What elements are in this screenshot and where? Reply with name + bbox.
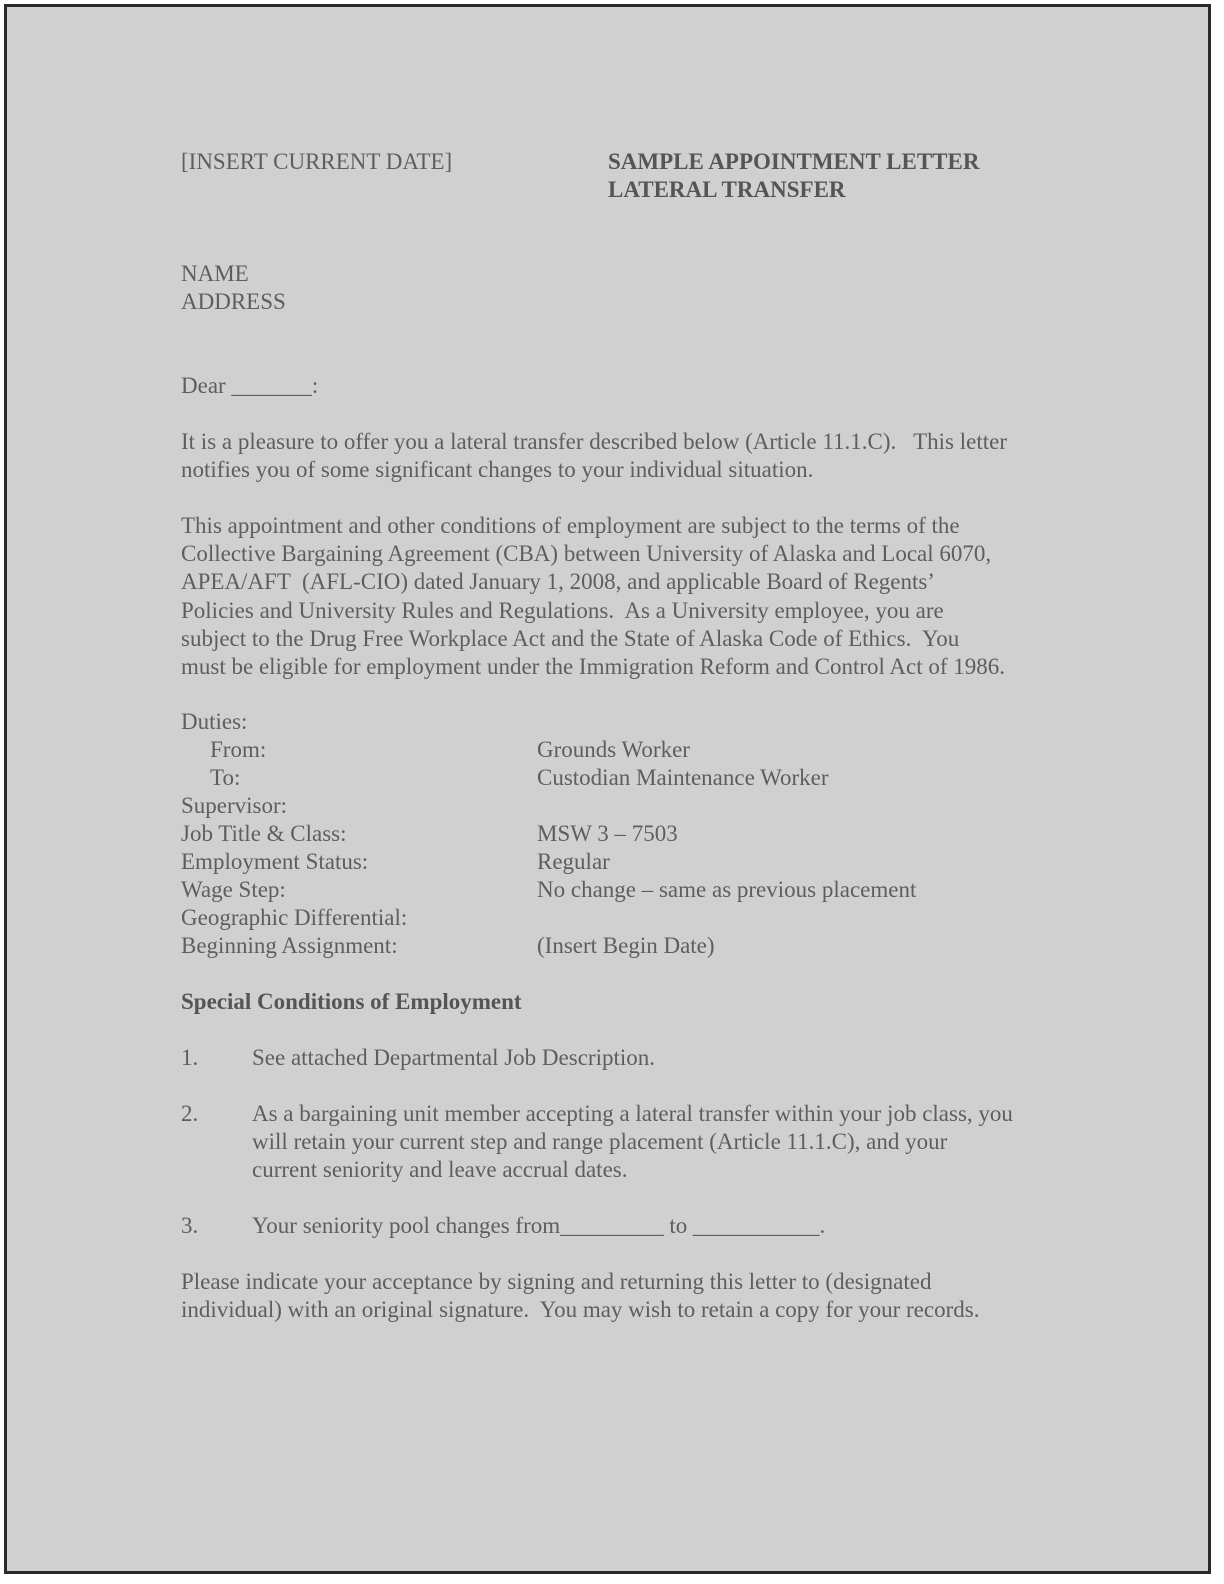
employment-status-label: Employment Status: [181, 849, 369, 874]
paragraph-line: individual) with an original signature. You may wish to retain a copy for your records. [181, 1297, 980, 1323]
condition-line: will retain your current step and range placement (Article 11.1.C), and your [252, 1129, 948, 1155]
condition-number: 1. [181, 1045, 199, 1070]
letter-title: SAMPLE APPOINTMENT LETTER [608, 149, 980, 174]
recipient-address: ADDRESS [181, 289, 286, 314]
paragraph-line: notifies you of some significant changes to your individual situation. [181, 457, 814, 483]
condition-number: 2. [181, 1101, 199, 1126]
salutation: Dear _______: [181, 373, 319, 398]
condition-number: 3. [181, 1213, 199, 1238]
paragraph-line: Policies and University Rules and Regulations. As a University employee, you are [181, 597, 944, 623]
beginning-assignment-value: (Insert Begin Date) [537, 933, 715, 958]
paragraph-line: Please indicate your acceptance by signing and returning this letter to (designated [181, 1269, 932, 1294]
intro-paragraph [181, 428, 1007, 484]
paragraph-line: APEA/AFT (AFL-CIO) dated January 1, 2008, and applicable Board of Regents’ [181, 569, 935, 595]
wage-step-label: Wage Step: [181, 877, 286, 902]
job-title-label: Job Title & Class: [181, 821, 347, 846]
condition-line: Your seniority pool changes from_________ to ___________. [252, 1213, 826, 1238]
from-value: Grounds Worker [537, 737, 690, 762]
paragraph-line: This appointment and other conditions of employment are subject to the terms of the [181, 513, 960, 538]
special-conditions-heading: Special Conditions of Employment [181, 989, 522, 1014]
beginning-assignment-label: Beginning Assignment: [181, 933, 398, 958]
condition-line: See attached Departmental Job Description. [252, 1045, 655, 1070]
letter-page [4, 4, 1211, 1574]
condition-line: As a bargaining unit member accepting a lateral transfer within your job class, you [252, 1101, 1013, 1126]
duties-label: Duties: [181, 709, 248, 734]
letter-subtitle: LATERAL TRANSFER [608, 177, 846, 202]
closing-paragraph [181, 1268, 979, 1324]
condition-item [252, 1212, 825, 1240]
paragraph-line: Collective Bargaining Agreement (CBA) between University of Alaska and Local 6070, [181, 541, 992, 567]
condition-item [252, 1100, 1013, 1185]
paragraph-line: It is a pleasure to offer you a lateral transfer described below (Article 11.1.C). This letter [181, 429, 1008, 454]
job-title-value: MSW 3 – 7503 [537, 821, 678, 846]
geographic-differential-label: Geographic Differential: [181, 905, 408, 930]
terms-paragraph [181, 512, 1005, 681]
condition-line: current seniority and leave accrual dates. [252, 1157, 628, 1183]
supervisor-label: Supervisor: [181, 793, 288, 818]
from-label: From: [210, 737, 267, 762]
to-label: To: [210, 765, 241, 790]
wage-step-value: No change – same as previous placement [537, 877, 917, 902]
paragraph-line: must be eligible for employment under the Immigration Reform and Control Act of 1986. [181, 654, 1006, 680]
to-value: Custodian Maintenance Worker [537, 765, 829, 790]
date-placeholder: [INSERT CURRENT DATE] [181, 149, 453, 174]
recipient-name: NAME [181, 261, 249, 286]
employment-status-value: Regular [537, 849, 610, 874]
condition-item [252, 1044, 655, 1072]
paragraph-line: subject to the Drug Free Workplace Act and the State of Alaska Code of Ethics. You [181, 625, 960, 651]
